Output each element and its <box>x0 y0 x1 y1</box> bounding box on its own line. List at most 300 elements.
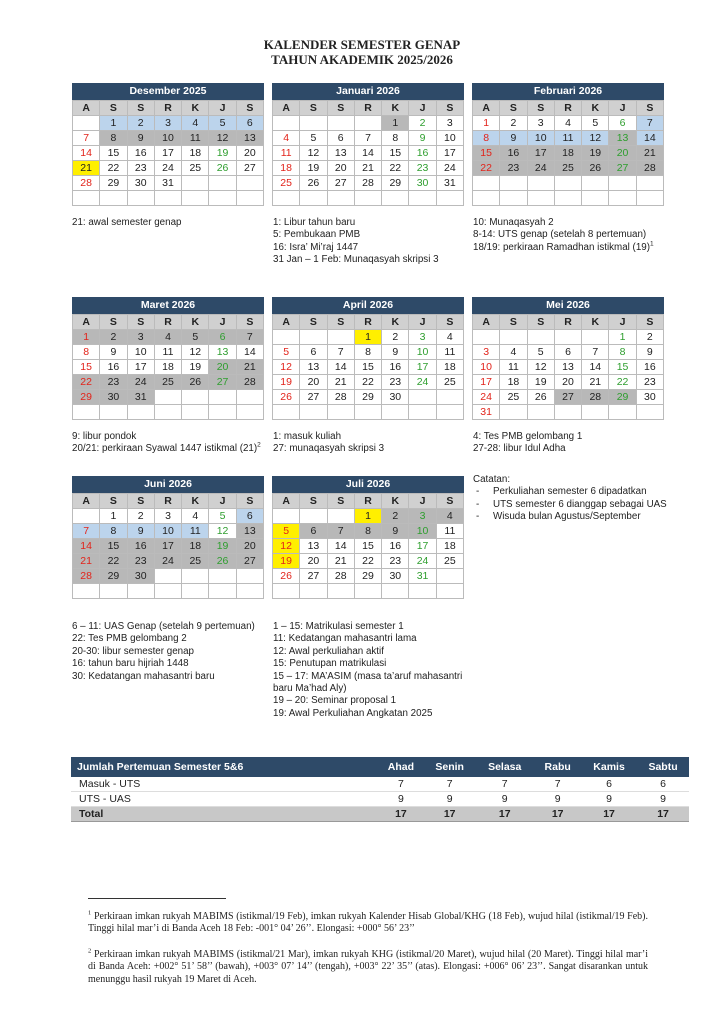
day-cell: 8 <box>73 345 100 360</box>
day-cell: 8 <box>100 131 127 146</box>
day-cell <box>582 191 609 206</box>
month-title: Desember 2025 <box>72 83 264 100</box>
day-name: S <box>637 315 664 330</box>
day-cell: 15 <box>355 539 382 554</box>
day-cell: 6 <box>300 524 327 539</box>
day-cell: 12 <box>582 131 609 146</box>
day-cell: 11 <box>273 146 300 161</box>
day-cell <box>128 405 155 420</box>
day-cell: 27 <box>237 554 264 569</box>
note-line: 4: Tes PMB gelombang 1 <box>473 431 583 442</box>
day-cell: 18 <box>500 375 527 390</box>
day-cell: 15 <box>100 539 127 554</box>
day-cell: 4 <box>437 509 464 524</box>
day-cell <box>300 509 327 524</box>
day-cell <box>437 569 464 584</box>
day-name: J <box>409 101 436 116</box>
day-cell: 18 <box>437 539 464 554</box>
note-line: 6 – 11: UAS Genap (setelah 9 pertemuan) <box>72 621 255 632</box>
day-cell: 21 <box>73 554 100 569</box>
day-cell <box>555 330 582 345</box>
day-cell: 20 <box>609 146 636 161</box>
day-cell: 4 <box>273 131 300 146</box>
day-name: R <box>355 101 382 116</box>
summary-cell: 17 <box>637 807 689 822</box>
day-cell <box>300 405 327 420</box>
day-cell <box>209 569 236 584</box>
day-name: S <box>328 101 355 116</box>
day-cell <box>437 191 464 206</box>
summary-row <box>71 777 689 792</box>
note-line: 20-30: libur semester genap <box>72 645 194 657</box>
day-cell: 25 <box>437 375 464 390</box>
day-cell <box>409 584 436 599</box>
day-name: S <box>637 101 664 116</box>
day-cell: 22 <box>100 554 127 569</box>
day-cell: 27 <box>209 375 236 390</box>
day-cell: 13 <box>300 539 327 554</box>
day-cell <box>528 330 555 345</box>
day-cell: 19 <box>582 146 609 161</box>
day-cell <box>73 405 100 420</box>
day-cell <box>73 584 100 599</box>
day-cell <box>273 405 300 420</box>
day-cell: 11 <box>182 131 209 146</box>
day-cell <box>237 176 264 191</box>
day-cell: 8 <box>100 524 127 539</box>
day-cell <box>273 330 300 345</box>
day-cell: 3 <box>128 330 155 345</box>
summary-header: Kamis <box>581 757 637 777</box>
day-cell: 1 <box>609 330 636 345</box>
month-grid <box>272 314 464 420</box>
day-cell: 12 <box>209 524 236 539</box>
day-name: S <box>328 315 355 330</box>
note-line: 11: Kedatangan mahasantri lama <box>273 633 417 645</box>
month-calendar <box>272 297 464 420</box>
day-cell <box>328 330 355 345</box>
day-name: A <box>473 101 500 116</box>
month-calendar <box>72 83 264 206</box>
catatan-item: - UTS semester 6 dianggap sebagai UAS <box>473 499 703 511</box>
note-line: 5: Pembukaan PMB <box>273 229 361 241</box>
day-cell: 31 <box>409 569 436 584</box>
day-cell: 1 <box>355 330 382 345</box>
day-name: R <box>355 315 382 330</box>
day-cell: 31 <box>155 176 182 191</box>
day-name: S <box>300 315 327 330</box>
day-cell: 7 <box>582 345 609 360</box>
day-cell: 24 <box>128 375 155 390</box>
day-cell <box>273 584 300 599</box>
day-cell <box>209 191 236 206</box>
day-cell: 9 <box>382 524 409 539</box>
day-cell: 15 <box>473 146 500 161</box>
day-cell <box>528 405 555 420</box>
summary-header: Rabu <box>534 757 581 777</box>
day-cell: 27 <box>300 569 327 584</box>
footnote-text: Perkiraan imkan rukyah MABIMS (istikmal/19 Feb), imkan rukyah Kalender Hisab Global/KHG (18 Feb), wujud hilal (istikmal/19 Feb). Tinggi hilal mar’i di Banda Aceh 18 Feb: -001° 04’ 26’’. Elongasi: +000° 56’ 23’’ <box>88 911 649 935</box>
day-name: R <box>155 101 182 116</box>
day-cell: 17 <box>528 146 555 161</box>
day-cell <box>237 191 264 206</box>
day-cell: 7 <box>73 524 100 539</box>
day-cell <box>355 191 382 206</box>
summary-header: Ahad <box>378 757 425 777</box>
day-cell <box>73 509 100 524</box>
day-cell: 3 <box>409 509 436 524</box>
day-cell <box>155 584 182 599</box>
day-cell: 31 <box>437 176 464 191</box>
day-cell: 19 <box>273 375 300 390</box>
day-name: S <box>437 101 464 116</box>
note-line: 19 – 20: Seminar proposal 1 <box>273 695 397 707</box>
day-cell: 30 <box>637 390 664 405</box>
day-cell: 12 <box>209 131 236 146</box>
summary-cell: 6 <box>637 777 689 792</box>
summary-table <box>71 757 689 822</box>
summary-cell: 9 <box>475 792 534 807</box>
day-name: A <box>273 101 300 116</box>
day-cell: 23 <box>382 554 409 569</box>
day-cell: 9 <box>637 345 664 360</box>
day-cell: 26 <box>528 390 555 405</box>
catatan <box>473 474 703 524</box>
day-cell: 13 <box>237 524 264 539</box>
day-cell: 5 <box>582 116 609 131</box>
day-cell: 11 <box>437 524 464 539</box>
day-cell: 6 <box>300 345 327 360</box>
day-cell: 19 <box>528 375 555 390</box>
day-cell <box>582 176 609 191</box>
day-name: K <box>382 494 409 509</box>
day-cell: 7 <box>355 131 382 146</box>
day-cell: 1 <box>382 116 409 131</box>
day-cell: 3 <box>528 116 555 131</box>
day-cell: 5 <box>182 330 209 345</box>
day-cell <box>328 584 355 599</box>
day-cell: 23 <box>100 375 127 390</box>
day-cell: 14 <box>73 146 100 161</box>
day-cell: 11 <box>500 360 527 375</box>
month-grid <box>472 100 664 206</box>
day-cell: 29 <box>382 176 409 191</box>
page-title-line-2: TAHUN AKADEMIK 2025/2026 <box>271 52 453 67</box>
day-cell: 3 <box>437 116 464 131</box>
notes-juni <box>72 621 262 683</box>
month-grid <box>472 314 664 420</box>
day-cell <box>500 176 527 191</box>
day-cell: 29 <box>355 569 382 584</box>
day-cell: 9 <box>128 131 155 146</box>
day-cell <box>409 191 436 206</box>
day-cell: 4 <box>182 116 209 131</box>
note-line: 22: Tes PMB gelombang 2 <box>72 633 187 645</box>
summary-header-row <box>71 757 689 777</box>
day-cell <box>273 191 300 206</box>
day-name: K <box>182 101 209 116</box>
day-cell: 3 <box>409 330 436 345</box>
day-cell: 7 <box>637 116 664 131</box>
day-cell: 26 <box>209 554 236 569</box>
day-cell: 21 <box>237 360 264 375</box>
day-cell: 10 <box>409 345 436 360</box>
day-cell <box>73 191 100 206</box>
day-cell: 2 <box>409 116 436 131</box>
day-cell: 28 <box>637 161 664 176</box>
day-cell: 11 <box>555 131 582 146</box>
day-cell: 8 <box>355 524 382 539</box>
day-cell <box>128 191 155 206</box>
note-line: 16: Isra’ Mi’raj 1447 <box>273 241 359 253</box>
day-cell <box>155 405 182 420</box>
day-cell <box>328 116 355 131</box>
day-cell: 18 <box>437 360 464 375</box>
month-title: Mei 2026 <box>472 297 664 314</box>
day-name: R <box>155 315 182 330</box>
month-title: Juni 2026 <box>72 476 264 493</box>
day-cell <box>182 191 209 206</box>
month-title: Februari 2026 <box>472 83 664 100</box>
day-cell <box>237 569 264 584</box>
day-cell: 24 <box>409 375 436 390</box>
day-cell <box>528 191 555 206</box>
day-name: S <box>528 315 555 330</box>
day-cell <box>300 191 327 206</box>
day-cell: 22 <box>382 161 409 176</box>
day-cell: 10 <box>528 131 555 146</box>
day-cell <box>473 176 500 191</box>
day-cell: 18 <box>155 360 182 375</box>
day-cell <box>100 584 127 599</box>
day-name: S <box>100 315 127 330</box>
notes-juli <box>273 621 469 720</box>
day-cell: 17 <box>473 375 500 390</box>
footnote-ref: 1 <box>649 240 654 248</box>
note-line: 15 – 17: MA’ASIM (masa ta’aruf mahasantri baru Ma’had Aly) <box>273 670 463 695</box>
day-cell <box>355 116 382 131</box>
day-cell: 8 <box>355 345 382 360</box>
note-line: 12: Awal perkuliahan aktif <box>273 645 384 657</box>
day-cell: 25 <box>182 161 209 176</box>
day-cell <box>382 191 409 206</box>
day-cell: 30 <box>128 176 155 191</box>
day-name: S <box>237 494 264 509</box>
day-cell: 3 <box>155 509 182 524</box>
month-title: Maret 2026 <box>72 297 264 314</box>
day-cell: 20 <box>300 554 327 569</box>
month-title: Juli 2026 <box>272 476 464 493</box>
day-cell: 5 <box>273 345 300 360</box>
day-cell: 24 <box>155 554 182 569</box>
day-name: S <box>237 315 264 330</box>
day-name: A <box>73 315 100 330</box>
day-cell <box>609 405 636 420</box>
day-name: K <box>382 315 409 330</box>
day-name: S <box>128 315 155 330</box>
day-cell: 24 <box>155 161 182 176</box>
month-grid <box>272 100 464 206</box>
day-cell: 6 <box>209 330 236 345</box>
day-cell <box>209 390 236 405</box>
day-cell <box>437 405 464 420</box>
summary-cell: 7 <box>378 777 425 792</box>
day-cell: 10 <box>155 524 182 539</box>
day-cell <box>209 405 236 420</box>
day-cell: 16 <box>128 539 155 554</box>
summary-cell: Total <box>71 807 378 822</box>
summary-cell: 17 <box>378 807 425 822</box>
day-cell <box>555 176 582 191</box>
day-cell: 15 <box>609 360 636 375</box>
summary-cell: 17 <box>424 807 475 822</box>
day-cell: 23 <box>637 375 664 390</box>
day-cell: 2 <box>500 116 527 131</box>
day-cell <box>273 509 300 524</box>
footnote-1 <box>88 911 648 936</box>
month-grid <box>72 314 264 420</box>
month-calendar <box>272 476 464 599</box>
day-cell: 8 <box>382 131 409 146</box>
day-cell <box>237 405 264 420</box>
day-name: J <box>209 315 236 330</box>
summary-cell: Masuk - UTS <box>71 777 378 792</box>
day-cell: 5 <box>209 116 236 131</box>
day-name: J <box>609 315 636 330</box>
day-cell: 15 <box>382 146 409 161</box>
day-cell: 5 <box>528 345 555 360</box>
day-name: S <box>300 494 327 509</box>
day-cell <box>500 191 527 206</box>
day-cell: 25 <box>155 375 182 390</box>
day-cell: 6 <box>237 509 264 524</box>
day-cell: 16 <box>500 146 527 161</box>
day-cell: 9 <box>500 131 527 146</box>
day-cell: 13 <box>300 360 327 375</box>
day-cell <box>209 584 236 599</box>
day-name: S <box>328 494 355 509</box>
day-name: S <box>500 101 527 116</box>
month-grid <box>72 493 264 599</box>
day-cell: 23 <box>128 554 155 569</box>
day-name: A <box>73 494 100 509</box>
day-cell: 9 <box>100 345 127 360</box>
day-cell: 17 <box>409 539 436 554</box>
day-cell: 26 <box>182 375 209 390</box>
day-cell <box>300 116 327 131</box>
note-line: 18/19: perkiraan Ramadhan istikmal (19) <box>473 241 650 253</box>
day-cell <box>528 176 555 191</box>
day-name: S <box>437 494 464 509</box>
day-cell: 17 <box>155 539 182 554</box>
day-cell: 23 <box>409 161 436 176</box>
day-cell: 21 <box>582 375 609 390</box>
day-name: J <box>209 494 236 509</box>
day-cell <box>155 191 182 206</box>
summary-header: Senin <box>424 757 475 777</box>
catatan-title: Catatan: <box>473 474 511 485</box>
day-cell: 2 <box>128 509 155 524</box>
day-cell <box>209 176 236 191</box>
day-name: A <box>73 101 100 116</box>
day-cell: 17 <box>155 146 182 161</box>
day-cell <box>182 569 209 584</box>
day-cell: 28 <box>355 176 382 191</box>
day-name: J <box>409 315 436 330</box>
day-cell: 3 <box>155 116 182 131</box>
note-line: 9: libur pondok <box>72 431 137 442</box>
day-cell: 18 <box>182 146 209 161</box>
day-cell: 21 <box>328 554 355 569</box>
day-cell: 16 <box>128 146 155 161</box>
day-name: J <box>609 101 636 116</box>
note-line: 27-28: libur Idul Adha <box>473 443 566 455</box>
day-cell: 16 <box>382 360 409 375</box>
day-cell: 22 <box>355 554 382 569</box>
month-grid <box>72 100 264 206</box>
day-cell <box>409 405 436 420</box>
day-cell: 31 <box>128 390 155 405</box>
note-line: 8-14: UTS genap (setelah 8 pertemuan) <box>473 229 647 241</box>
day-cell: 17 <box>409 360 436 375</box>
day-cell: 6 <box>328 131 355 146</box>
day-cell: 28 <box>328 390 355 405</box>
day-cell: 6 <box>237 116 264 131</box>
note-line: 21: awal semester genap <box>72 217 182 228</box>
day-name: S <box>528 101 555 116</box>
day-cell: 27 <box>555 390 582 405</box>
note-line: 20/21: perkiraan Syawal 1447 istikmal (21) <box>72 443 258 455</box>
day-cell: 23 <box>128 161 155 176</box>
day-cell: 8 <box>609 345 636 360</box>
day-cell <box>273 116 300 131</box>
day-cell: 10 <box>437 131 464 146</box>
day-cell <box>437 390 464 405</box>
day-cell <box>355 405 382 420</box>
day-cell: 2 <box>382 509 409 524</box>
day-cell: 4 <box>500 345 527 360</box>
summary-cell: 17 <box>581 807 637 822</box>
day-cell: 19 <box>209 146 236 161</box>
day-cell: 20 <box>555 375 582 390</box>
day-cell: 6 <box>555 345 582 360</box>
note-line: 1: Libur tahun baru <box>273 217 356 228</box>
day-cell: 18 <box>555 146 582 161</box>
day-cell: 13 <box>555 360 582 375</box>
day-cell: 12 <box>528 360 555 375</box>
day-cell: 3 <box>473 345 500 360</box>
day-cell: 20 <box>237 146 264 161</box>
day-cell: 1 <box>100 509 127 524</box>
day-cell: 10 <box>128 345 155 360</box>
day-cell: 29 <box>100 176 127 191</box>
day-cell: 19 <box>300 161 327 176</box>
note-line: 19: Awal Perkuliahan Angkatan 2025 <box>273 707 433 719</box>
day-cell: 14 <box>73 539 100 554</box>
day-cell: 12 <box>273 360 300 375</box>
note-line: 1 – 15: Matrikulasi semester 1 <box>273 621 404 632</box>
day-cell: 29 <box>609 390 636 405</box>
day-cell: 16 <box>382 539 409 554</box>
day-cell: 24 <box>473 390 500 405</box>
day-name: J <box>409 494 436 509</box>
day-cell: 19 <box>182 360 209 375</box>
summary-cell: 9 <box>378 792 425 807</box>
day-cell: 23 <box>382 375 409 390</box>
day-cell <box>555 191 582 206</box>
summary-header: Jumlah Pertemuan Semester 5&6 <box>71 757 378 777</box>
day-name: R <box>355 494 382 509</box>
